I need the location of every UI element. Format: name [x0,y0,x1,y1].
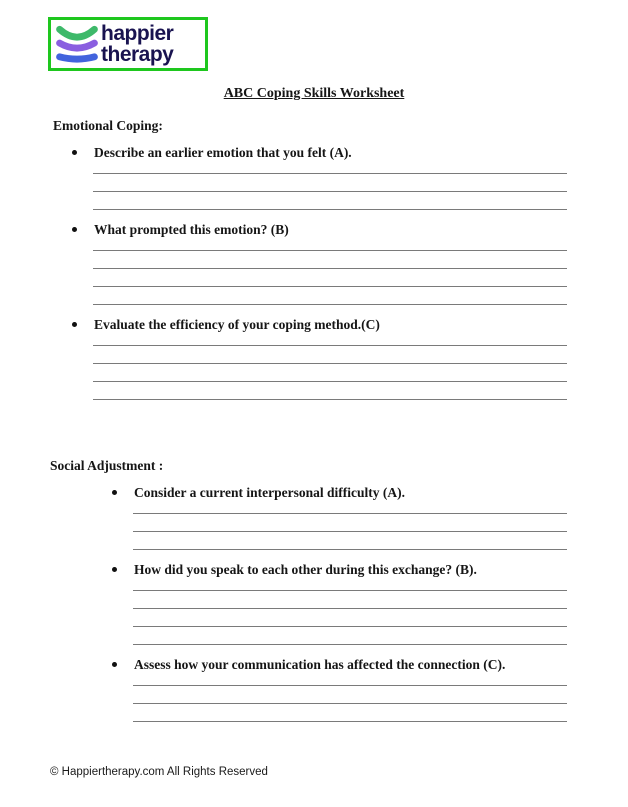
bullet-icon [72,150,77,155]
answer-line [133,704,567,722]
answer-line [93,237,567,251]
answer-line [93,382,567,400]
prompt-label: Describe an earlier emotion that you felt (A). [94,145,352,160]
bullet-icon [112,490,117,495]
section-heading: Social Adjustment : [50,458,164,473]
prompt-item [0,562,628,577]
answer-line [133,672,567,686]
answer-lines-group [133,500,567,550]
answer-line [133,609,567,627]
answer-lines-group [93,237,567,305]
answer-line [133,686,567,704]
bullet-icon [72,322,77,327]
answer-line [93,251,567,269]
logo-word-therapy: therapy [101,43,174,66]
answer-line [133,514,567,532]
copyright-footer: © Happiertherapy.com All Rights Reserved [50,766,268,778]
prompt-label: Evaluate the efficiency of your coping method.(C) [94,317,380,332]
section [0,458,628,722]
bullet-icon [112,567,117,572]
answer-line [133,500,567,514]
prompt-label: Consider a current interpersonal difficulty (A). [134,485,405,500]
bullet-icon [72,227,77,232]
happier-therapy-logo [48,17,208,71]
prompt-item [0,222,628,237]
answer-line [93,174,567,192]
answer-lines-group [93,332,567,400]
logo-waves-icon [55,21,99,67]
worksheet-sections [0,118,628,722]
section-heading: Emotional Coping: [53,118,163,133]
answer-line [93,364,567,382]
prompt-label: Assess how your communication has affected the connection (C). [134,657,506,672]
logo-wordmark [101,23,173,65]
answer-lines-group [133,672,567,722]
answer-line [133,591,567,609]
answer-line [93,192,567,210]
answer-line [93,287,567,305]
answer-line [133,532,567,550]
section [0,118,628,400]
answer-line [93,332,567,346]
answer-line [133,577,567,591]
prompt-label: How did you speak to each other during this exchange? (B). [134,562,477,577]
answer-lines-group [93,160,567,210]
answer-line [133,627,567,645]
prompt-item [0,317,628,332]
prompt-item [0,485,628,500]
answer-line [93,269,567,287]
bullet-icon [112,662,117,667]
answer-lines-group [133,577,567,645]
logo-word-happier: happier [101,22,174,45]
answer-line [93,160,567,174]
answer-line [93,346,567,364]
prompt-item [0,145,628,160]
prompt-item [0,657,628,672]
page-title: ABC Coping Skills Worksheet [223,86,405,101]
prompt-label: What prompted this emotion? (B) [94,222,289,237]
